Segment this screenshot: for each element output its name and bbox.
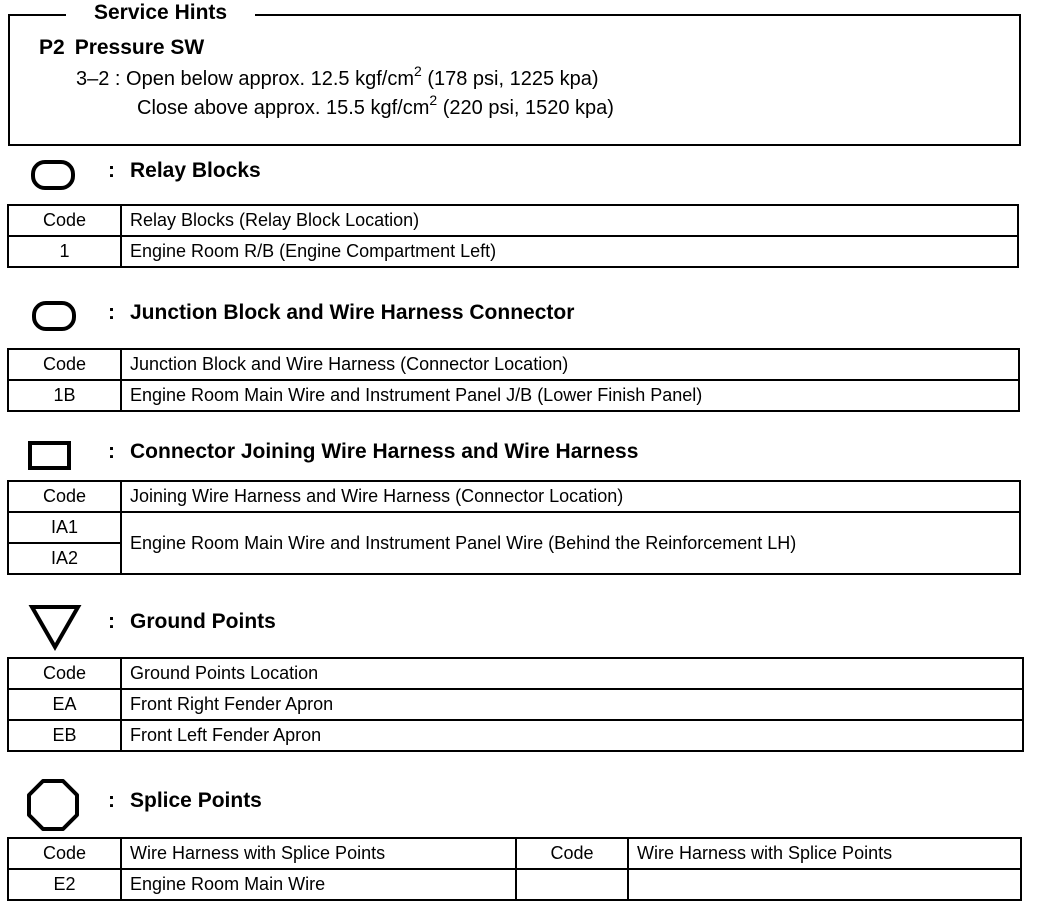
ground-point-symbol-icon	[28, 603, 82, 651]
hint-line-open-tail: (178 psi, 1225 kpa)	[421, 68, 599, 90]
junction-block-title	[108, 301, 574, 325]
ground-points-title-text: Ground Points	[130, 610, 276, 633]
header-description: Junction Block and Wire Harness (Connector Location)	[121, 349, 1019, 380]
connector-joining-table	[7, 480, 1021, 575]
table-row	[8, 720, 1023, 751]
header-code: Code	[8, 205, 121, 236]
header-code: Code	[8, 481, 121, 512]
table-header-row	[8, 349, 1019, 380]
hint-component-heading	[39, 36, 204, 60]
row-code: 1B	[8, 380, 121, 411]
splice-points-colon: :	[108, 789, 115, 812]
table-row	[8, 380, 1019, 411]
hint-line-open	[76, 63, 599, 91]
header-description-2: Wire Harness with Splice Points	[628, 838, 1021, 869]
relay-blocks-colon: :	[108, 159, 115, 182]
hint-line-close-text: Close above approx. 15.5 kgf/cm	[137, 97, 430, 119]
row-description: Engine Room R/B (Engine Compartment Left)	[121, 236, 1018, 267]
hint-line-close	[137, 92, 614, 120]
header-code: Code	[8, 658, 121, 689]
row-code: IA1	[8, 512, 121, 543]
table-row	[8, 236, 1018, 267]
row-code: E2	[8, 869, 121, 900]
ground-points-colon: :	[108, 610, 115, 633]
header-description: Wire Harness with Splice Points	[121, 838, 516, 869]
table-header-row	[8, 481, 1020, 512]
table-header-row	[8, 838, 1021, 869]
table-header-row	[8, 205, 1018, 236]
header-code: Code	[8, 349, 121, 380]
header-description: Relay Blocks (Relay Block Location)	[121, 205, 1018, 236]
header-description: Joining Wire Harness and Wire Harness (Connector Location)	[121, 481, 1020, 512]
table-row	[8, 689, 1023, 720]
row-description: Engine Room Main Wire	[121, 869, 516, 900]
hint-line-open-text: 3–2 : Open below approx. 12.5 kgf/cm	[76, 68, 414, 90]
connector-joining-title-text: Connector Joining Wire Harness and Wire Harness	[130, 440, 639, 463]
hint-line-close-tail: (220 psi, 1520 kpa)	[437, 97, 614, 119]
table-row	[8, 869, 1021, 900]
splice-point-symbol-icon	[26, 778, 80, 832]
relay-blocks-table	[7, 204, 1019, 268]
junction-block-title-text: Junction Block and Wire Harness Connector	[130, 301, 575, 324]
row-description: Engine Room Main Wire and Instrument Panel Wire (Behind the Reinforcement LH)	[121, 512, 1020, 574]
ground-points-table	[7, 657, 1024, 752]
row-description: Front Right Fender Apron	[121, 689, 1023, 720]
header-code: Code	[8, 838, 121, 869]
connector-symbol-icon	[27, 440, 73, 472]
relay-block-symbol-icon	[30, 159, 76, 191]
row-code: 1	[8, 236, 121, 267]
header-code-2: Code	[516, 838, 628, 869]
splice-points-title	[108, 789, 262, 813]
junction-block-table	[7, 348, 1020, 412]
relay-blocks-title-text: Relay Blocks	[130, 159, 261, 182]
row-code: EB	[8, 720, 121, 751]
row-code: EA	[8, 689, 121, 720]
row-description-2	[628, 869, 1021, 900]
ground-points-title	[108, 610, 276, 634]
splice-points-table	[7, 837, 1022, 901]
hint-line-close-sup: 2	[429, 92, 438, 108]
table-header-row	[8, 658, 1023, 689]
hint-component-code: P2	[39, 36, 65, 59]
splice-points-title-text: Splice Points	[130, 789, 262, 812]
table-row	[8, 512, 1020, 543]
connector-joining-title	[108, 440, 638, 464]
junction-block-colon: :	[108, 301, 115, 324]
hint-component-name: Pressure SW	[74, 36, 205, 59]
row-description: Engine Room Main Wire and Instrument Panel J/B (Lower Finish Panel)	[121, 380, 1019, 411]
header-description: Ground Points Location	[121, 658, 1023, 689]
hint-line-open-sup: 2	[413, 63, 422, 79]
junction-block-symbol-icon	[31, 300, 77, 332]
row-description: Front Left Fender Apron	[121, 720, 1023, 751]
row-code: IA2	[8, 543, 121, 574]
relay-blocks-title	[108, 159, 261, 183]
service-hints-title: Service Hints	[66, 0, 255, 26]
row-code-2	[516, 869, 628, 900]
connector-joining-colon: :	[108, 440, 115, 463]
